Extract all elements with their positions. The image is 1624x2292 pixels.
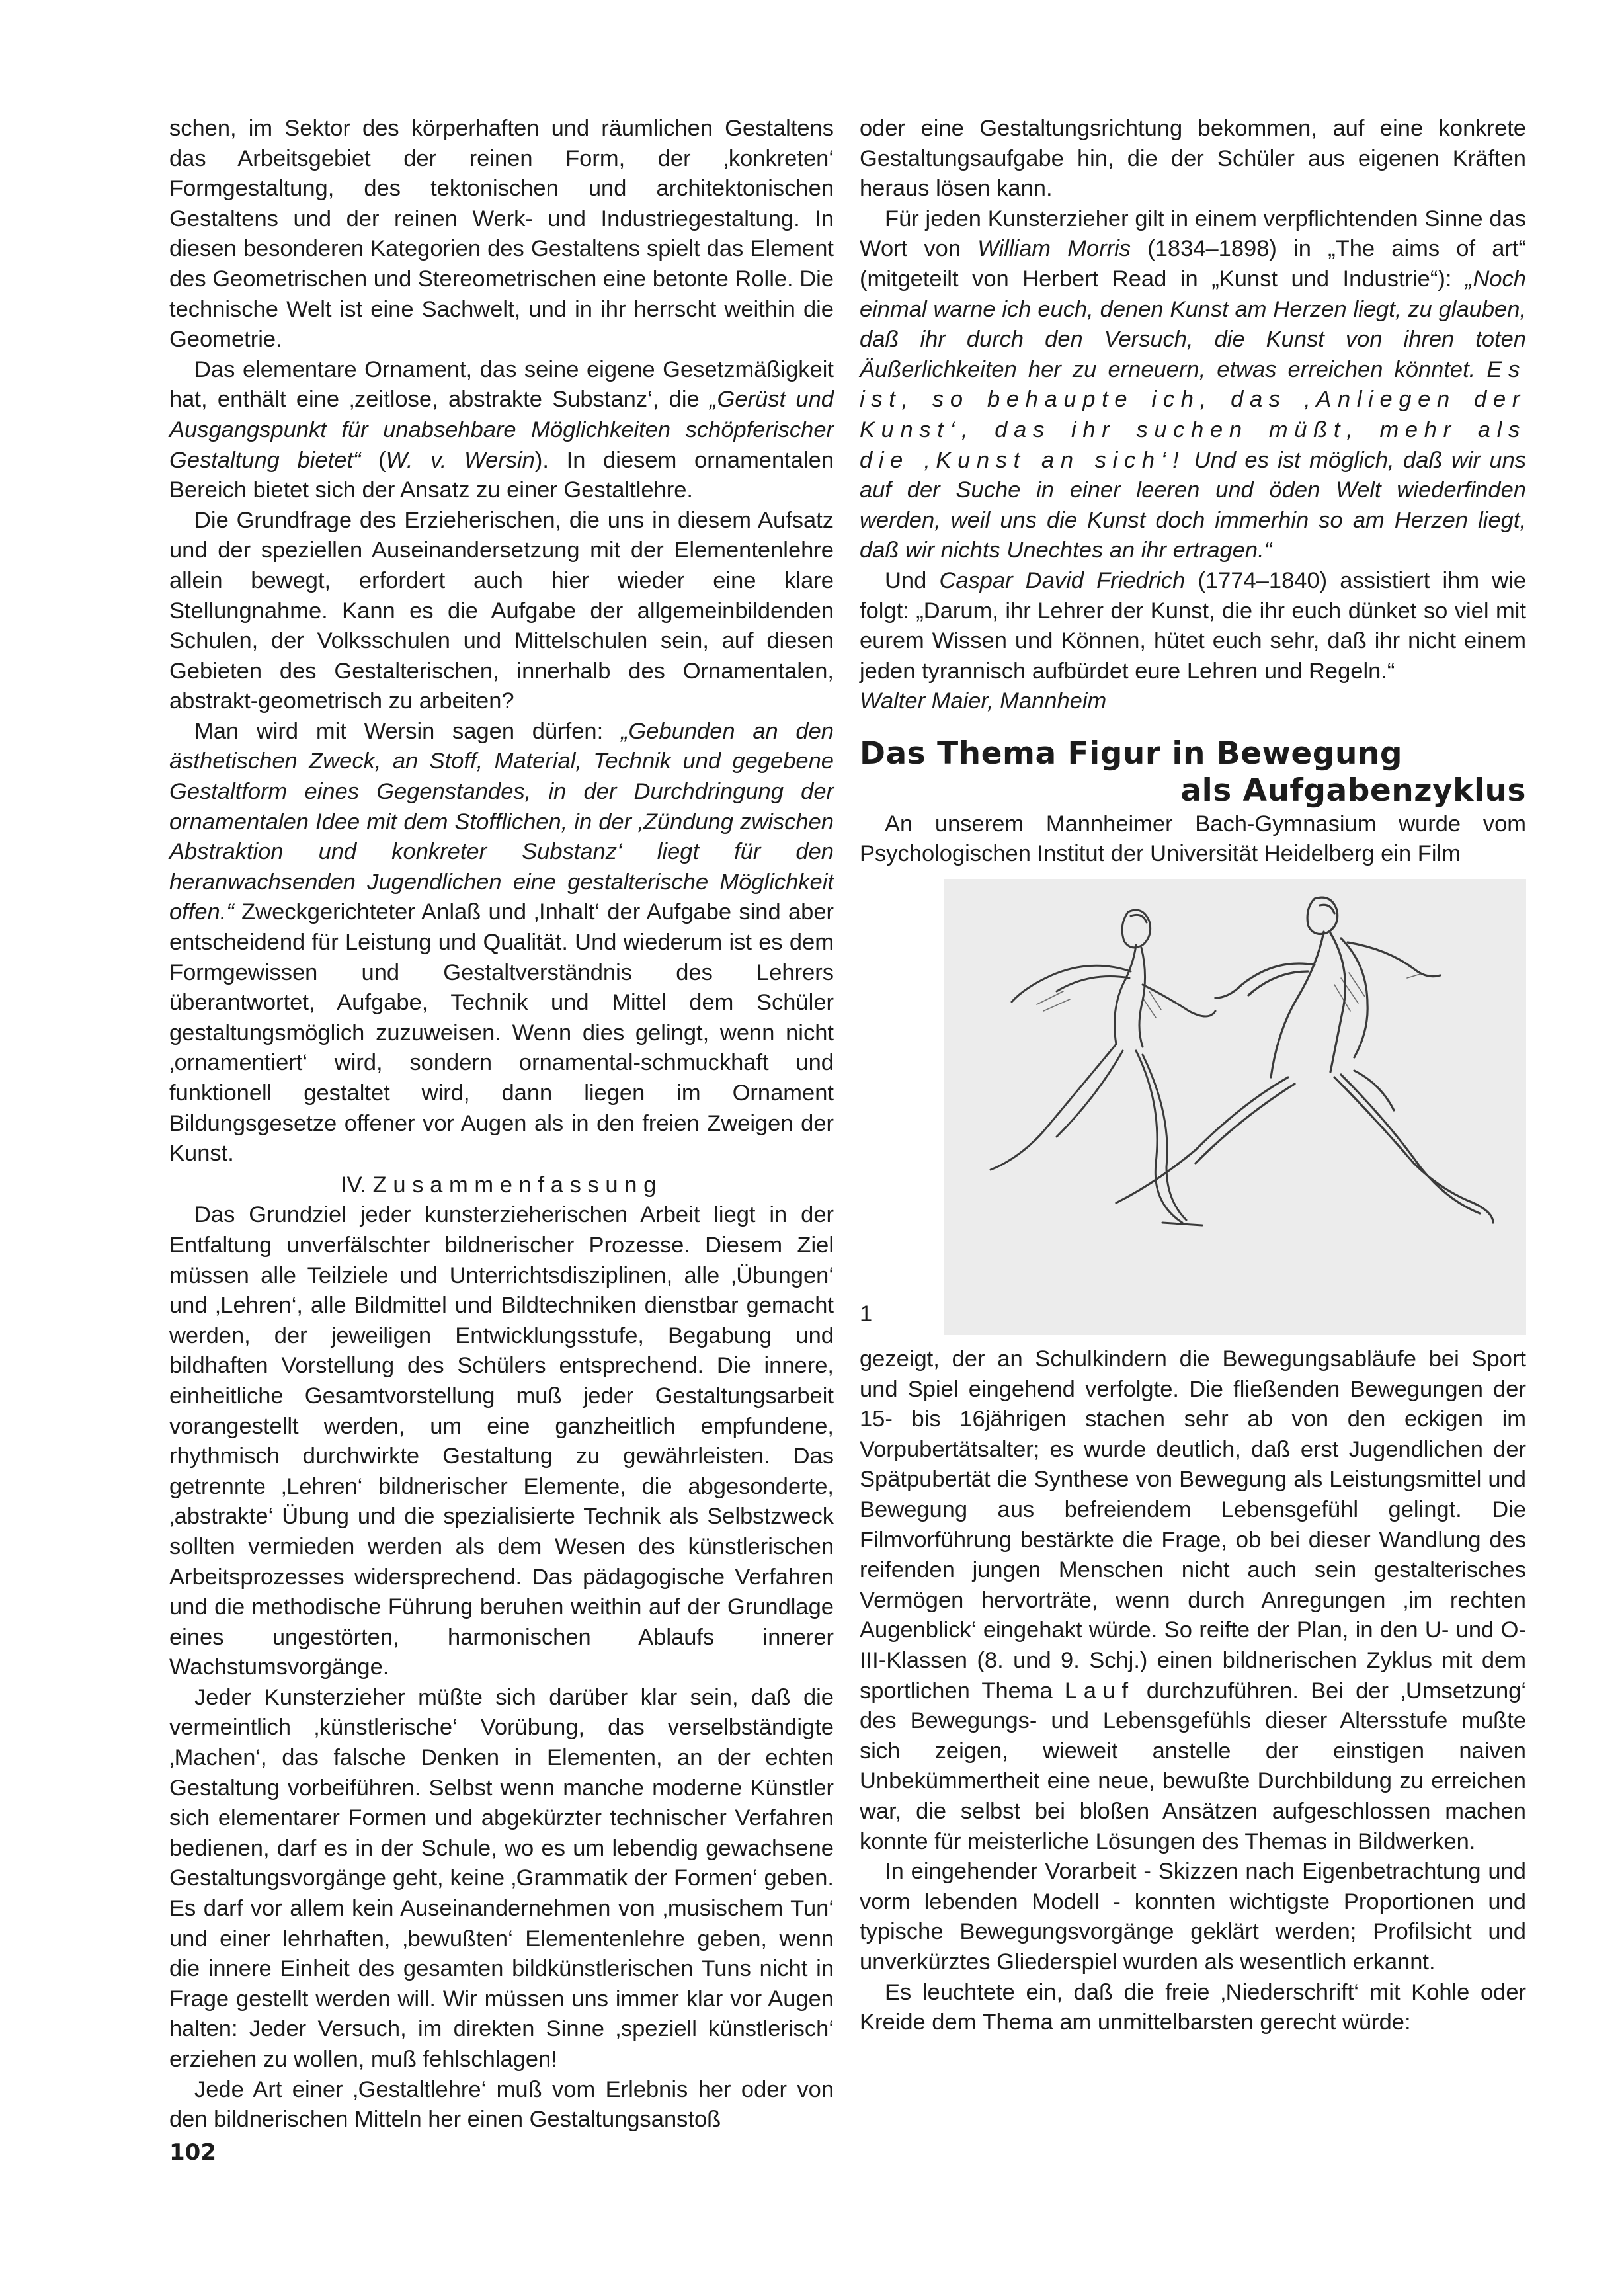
text-run: (1774–1840) assistiert ihm wie folgt: „Darum, ihr Lehrer der Kunst, die ihr euch dünket so viel mit eurem Wissen und Können, hütet euch sehr, daß ihr nicht einem jeden tyrannisch aufbürdet eure Lehren und Regeln.“ xyxy=(860,567,1526,684)
text-run: Man wird mit Wersin sagen dürfen: xyxy=(194,718,621,744)
left-paragraph-7: Jede Art einer ‚Gestaltlehre‘ muß vom Erlebnis her oder von den bildnerischen Mitteln her einen Gestaltungsanstoß xyxy=(169,2076,834,2133)
quote-morris-spaced: Es ist, so behaupte ich, das ‚Anliegen der Kunst‘, das ihr suchen müßt, mehr als die ‚Kunst an sich‘! xyxy=(860,356,1526,473)
right-paragraph-4: An unserem Mannheimer Bach-Gymnasium wurde vom Psychologischen Institut der Universität Heidelberg ein Film xyxy=(860,811,1526,867)
running-figures-sketch xyxy=(944,879,1526,1335)
quote-wersin-long: „Gebunden an den ästhetischen Zweck, an Stoff, Material, Technik und gegebene Gestaltform eines Gegenstandes, in der Durchdringung der ornamentalen Idee mit dem Stofflichen, in der ‚Zündung zwischen Abstraktion und konkreter Substanz‘ liegt für den heranwachsenden Jugendlichen eine gestalterische Möglichkeit offen.“ xyxy=(169,718,834,925)
section-heading xyxy=(169,1170,834,1201)
left-paragraph-6: Jeder Kunsterzieher müßte sich darüber klar sein, daß die vermeintlich ‚künstlerische‘ Vorübung, das verselbständigte ‚Machen‘, das falsche Denken in Elementen, an der echten Gestaltung vorbeiführen. Selbst wenn manche moderne Künstler sich elementarer Formen und abgekürzter technischer Verfahren bedienen, darf es in der Schule, wo es um lebendig gewachsene Gestaltungsvorgänge geht, keine ‚Grammatik der Formen‘ geben. Es darf vor allem kein Auseinandernehmen von ‚musischem Tun‘ und einer lehrhaften, ‚bewußten‘ Elementenlehre geben, wenn die innere Einheit des gesamten bildkünstlerischen Tuns nicht in Frage gestellt werden will. Wir müssen uns immer klar vor Augen halten: Jeder Versuch, im direkten Sinne ‚speziell künstlerisch‘ erziehen zu wollen, muß fehlschlagen! xyxy=(169,1684,834,2072)
section-number: IV. xyxy=(341,1172,367,1198)
left-paragraph-1: schen, im Sektor des körperhaften und räumlichen Gestaltens das Arbeitsgebiet der reinen Form, der ‚konkreten‘ Formgestaltung, des tektonischen und architektonischen Gestaltens und der reinen Werk- und Industriegestaltung. In diesen besonderen Kategorien des Gestaltens spielt das Element des Geometrischen und Stereometrischen eine betonte Rolle. Die technische Welt ist eine Sachwelt, und in ihr herrscht weithin die Geometrie. xyxy=(169,116,834,352)
text-run: ). In diesem ornamentalen Bereich bietet sich der Ansatz zu einer Gestaltlehre. xyxy=(169,447,834,503)
quote-morris: „Noch einmal warne ich euch, denen Kunst am Herzen liegt, zu glauben, daß ihr durch den Versuch, die Kunst von ihren toten Äußerlichkeiten her zu erneuern, etwas erreichen könntet. xyxy=(860,266,1526,382)
page-number: 102 xyxy=(169,2139,216,2166)
quote-wersin: „Gerüst und Ausgangspunkt für unabsehbare Möglichkeiten schöpferischer Gestaltung bietet“ xyxy=(169,387,834,473)
text-run: gezeigt, der an Schulkindern die Bewegungsabläufe bei Sport und Spiel eingehend verfolgte. Die fließenden Bewegungen der 15- bis 16jährigen stachen sehr ab von den eckigen im Vorpubertätsalter; es wurde deutlich, daß erst Jugendlichen der Spätpubertät die Synthese von Bewegung als Leistungsmittel und Bewegung aus befreiendem Lebensgefühl gelingt. Die Filmvorführung bestärkte die Frage, ob bei dieser Wandlung des reifenden jungen Menschen nicht auch sein gestalterisches Vermögen hervorträte, wenn durch Anregungen ‚im rechten Augenblick‘ eingehakt würde. So reifte der Plan, in den U- und O-III-Klassen (8. und 9. Schj.) einen bildnerischen Zyklus mit dem sportlichen Thema xyxy=(860,1346,1526,1703)
quote-morris-end: Und es ist möglich, daß wir uns auf der Suche in einer leeren und öden Welt wiederfinden werden, weil uns die Kunst doch immerhin so am Herzen liegt, daß wir nichts Unechtes an ihr ertragen.“ xyxy=(860,447,1526,563)
article-author: Walter Maier, Mannheim xyxy=(860,688,1107,714)
left-paragraph-2 xyxy=(169,355,834,506)
text-run: durchzuführen. Bei der ‚Umsetzung‘ des Bewegungs- und Lebensgefühls dieser Altersstufe mußte sich zeigen, wieweit anstelle der einstigen naiven Unbekümmertheit eine neue, bewußte Durchbildung zu erreichen war, die selbst bei bloßen Ansätzen aufgeschlossen machen konnte für meisterliche Lösungen des Themas in Bildwerken. xyxy=(860,1678,1527,1854)
text-run: Und xyxy=(885,567,940,593)
right-paragraph-3 xyxy=(860,566,1526,686)
sketch-svg xyxy=(944,879,1526,1335)
right-column xyxy=(860,114,1526,2038)
right-paragraph-6: In eingehender Vorarbeit - Skizzen nach Eigenbetrachtung und vorm lebenden Modell - konnten wichtigste Proportionen und typische Bewegungsvorgänge geklärt werden; Profilsicht und unverkürztes Gliederspiel wurden als wesentlich erkannt. xyxy=(860,1859,1526,1975)
text-run: Für jeden Kunsterzieher gilt in einem verpflichtenden Sinne das Wort von xyxy=(860,206,1526,262)
article-title xyxy=(860,735,1526,809)
text-run: ( xyxy=(360,447,386,473)
name-friedrich: Caspar David Friedrich xyxy=(939,567,1186,593)
title-line-2: als Aufgabenzyklus xyxy=(1180,772,1526,809)
figure-1 xyxy=(860,879,1526,1335)
text-run: (1834–1898) in „The aims of art“ (mitgeteilt von Herbert Read in „Kunst und Industrie“): xyxy=(860,236,1527,292)
right-paragraph-7: Es leuchtete ein, daß die freie ‚Niederschrift‘ mit Kohle oder Kreide dem Thema am unmittelbarsten gerecht würde: xyxy=(860,1979,1526,2035)
citation-wersin: W. v. Wersin xyxy=(386,447,535,473)
title-line-1: Das Thema Figur in Bewegung xyxy=(860,735,1403,772)
left-paragraph-3: Die Grundfrage des Erzieherischen, die uns in diesem Aufsatz und der speziellen Auseinandersetzung mit der Elementenlehre allein bewegt, erfordert auch hier wieder eine klare Stellungnahme. Kann es die Aufgabe der allgemeinbildenden Schulen, der Volksschulen und Mittelschulen sein, auf diesen Gebieten des Gestalterischen, innerhalb des Ornamentalen, abstrakt-geometrisch zu arbeiten? xyxy=(169,507,834,714)
left-paragraph-5: Das Grundziel jeder kunsterzieherischen Arbeit liegt in der Entfaltung unverfälschter bildnerischer Prozesse. Diesem Ziel müssen alle Teilziele und Unterrichtsdisziplinen, alle ‚Übungen‘ und ‚Lehren‘, alle Bildmittel und Bildtechniken dienstbar gemacht werden, der jeweiligen Entwicklungsstufe, Begabung und bildhaften Vorstellung des Schülers entsprechend. Die innere, einheitliche Gesamtvorstellung muß jeder Gestaltungsarbeit vorangestellt werden, um eine ganzheitlich empfundene, rhythmisch durchwirkte Gestaltung zu gewährleisten. Das getrennte ‚Lehren‘ bildnerischer Elemente, die abgesonderte, ‚abstrakte‘ Übung und die spezialisierte Technik als Selbstzweck sollten vermieden werden als dem Wesen des künstlerischen Arbeitsprozesses widersprechend. Das pädagogische Verfahren und die methodische Führung beruhen weithin auf der Grundlage eines ungestörten, harmonischen Ablaufs innerer Wachstumsvorgänge. xyxy=(169,1202,834,1680)
right-paragraph-2 xyxy=(860,204,1526,566)
name-morris: William Morris xyxy=(977,236,1131,262)
theme-lauf: Lauf xyxy=(1064,1678,1135,1703)
left-paragraph-4 xyxy=(169,717,834,1169)
text-run: Das elementare Ornament, das seine eigene Gesetzmäßigkeit hat, enthält eine ‚zeitlose, abstrakte Substanz‘, die xyxy=(169,356,834,413)
section-title: Zusammenfassung xyxy=(372,1172,663,1198)
text-run: Zweckgerichteter Anlaß und ‚Inhalt‘ der Aufgabe sind aber entscheidend für Leistung und Qualität. Und wiederum ist es dem Formgewissen und Gestaltverständnis des Lehrers überantwortet, Aufgabe, Technik und Mittel dem Schüler gestaltungsmöglich zuzuweisen. Wenn dies gelingt, wenn nicht ‚ornamentiert‘ wird, sondern ornamental-schmuckhaft und funktionell gestaltet wird, dann liegen im Ornament Bildungsgesetze offener vor Augen als in den freien Zweigen der Kunst. xyxy=(169,899,834,1166)
right-paragraph-1: oder eine Gestaltungsrichtung bekommen, auf eine konkrete Gestaltungsaufgabe hin, die der Schüler aus eigenen Kräften heraus lösen kann. xyxy=(860,116,1526,202)
left-column xyxy=(169,114,834,2135)
right-paragraph-5 xyxy=(860,1344,1526,1857)
figure-label: 1 xyxy=(860,1301,873,1327)
